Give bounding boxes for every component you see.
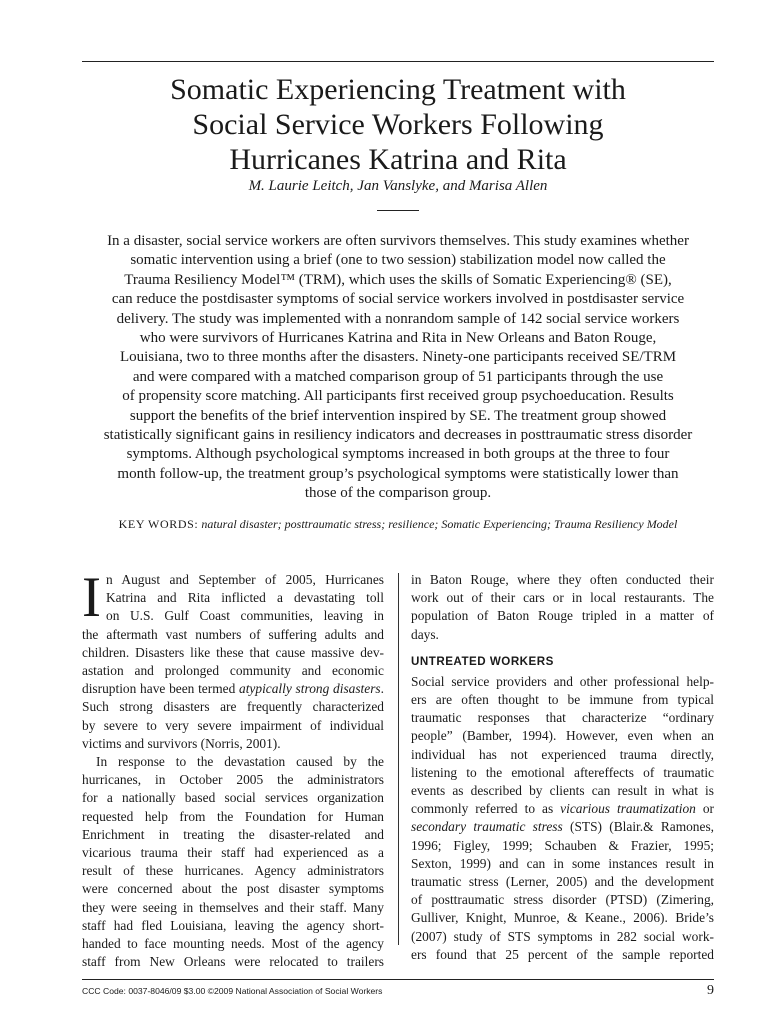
body-line: Gulliver, Knight, Munroe, & Keane., 2006). Bride’s	[411, 910, 714, 926]
body-line: the aftermath vast numbers of suffering adults and	[82, 626, 384, 642]
body-line: days.	[411, 626, 439, 642]
abstract-line: can reduce the postdisaster symptoms of social service workers involved in postdisaster service	[111, 291, 685, 308]
page-number: 9	[707, 983, 714, 998]
text-run: or	[695, 801, 714, 817]
abstract	[80, 232, 716, 504]
body-line: In response to the devastation caused by the	[96, 754, 384, 770]
abstract-line: In a disaster, social service workers are often survivors themselves. This study examines whether	[107, 233, 689, 249]
body-line: by severe to very severe impairment of individual	[82, 717, 384, 733]
keywords	[82, 516, 714, 532]
body-line: listening to the emotional aftereffects of traumatic	[411, 764, 714, 780]
abstract-line: Trauma Resiliency Model™ (TRM), which uses the skills of Somatic Experiencing® (SE),	[124, 271, 672, 288]
abstract-line: delivery. The study was implemented with a nonrandom sample of 142 social service workers	[116, 310, 680, 327]
left-column	[82, 566, 384, 971]
body-line: 1996; Figley, 1999; Schauben & Frazier, 1995;	[411, 837, 714, 853]
right-column	[411, 571, 714, 964]
italic-term: vicarious traumatization	[560, 801, 696, 817]
body-line	[411, 818, 714, 836]
body-line: children. Disasters like these that cause massive dev-	[82, 644, 384, 660]
abstract-line: month follow-up, the treatment group’s psychological symptoms were statistically lower than	[117, 465, 679, 482]
drop-cap: I	[82, 566, 101, 629]
body-line: victims and survivors (Norris, 2001).	[82, 735, 281, 751]
abstract-line: and were compared with a matched comparison group of 51 participants through the use	[132, 368, 664, 385]
section-heading: UNTREATED WORKERS	[411, 654, 554, 668]
abstract-line: statistically significant gains in resiliency indicators and decreases in posttraumatic stress disorder	[103, 427, 693, 444]
body-line: individual has not experienced trauma directly,	[411, 746, 714, 762]
abstract-line: who were survivors of Hurricanes Katrina and Rita in New Orleans and Baton Rouge,	[139, 330, 657, 347]
abstract-line: Louisiana, two to three months after the disasters. Ninety-one participants received SE/TRM	[119, 349, 677, 366]
author-list: M. Laurie Leitch, Jan Vanslyke, and Marisa Allen	[248, 178, 548, 194]
article-title	[82, 72, 714, 177]
abstract-line: symptoms. Although psychological symptoms increased in both groups at the three to four	[126, 446, 670, 463]
body-line: astation and prolonged community and economic	[82, 663, 384, 679]
body-line: vicarious trauma their staff had experienced as a	[82, 845, 384, 861]
text-run: disruption have been termed	[82, 681, 240, 697]
body-line: Social service providers and other professional help-	[411, 673, 714, 689]
column-divider	[398, 573, 399, 945]
title-line: Hurricanes Katrina and Rita	[229, 143, 567, 176]
text-run: .	[380, 681, 384, 697]
body-line	[82, 680, 384, 698]
body-line: traumatic stress (Lerner, 2005) and the development	[411, 874, 714, 890]
body-line: (2007) study of STS symptoms in 282 social work-	[411, 928, 714, 944]
body-line: Sexton, 1999) and can in some instances result in	[411, 855, 714, 871]
body-line: were concerned about the post disaster symptoms	[82, 881, 384, 897]
body-line: n August and September of 2005, Hurricanes	[106, 572, 384, 587]
body-line: result of these hurricanes. Agency administrators	[82, 863, 384, 879]
body-line: work out of their cars or in local restaurants. The	[411, 590, 714, 606]
italic-term: atypically strong disasters	[239, 681, 381, 697]
copyright-code: CCC Code: 0037-8046/09 $3.00 ©2009 National Association of Social Workers	[82, 986, 383, 996]
title-separator	[377, 210, 419, 211]
body-line	[411, 800, 714, 818]
title-line: Somatic Experiencing Treatment with	[170, 73, 626, 106]
abstract-line: support the benefits of the brief intervention inspired by SE. The treatment group showed	[129, 407, 667, 424]
body-line: hurricanes, in October 2005 the administrators	[82, 772, 384, 788]
body-line: handed to face mounting needs. Most of the agency	[82, 936, 384, 952]
body-line: of posttraumatic stress disorder (PTSD) (Zimering,	[411, 892, 714, 908]
body-line: Enrichment in treating the disaster-related and	[82, 826, 384, 842]
body-line: on U.S. Gulf Coast communities, leaving in	[106, 608, 384, 624]
body-line: ers are often thought to be immune from typical	[411, 692, 714, 708]
body-line: people” (Bamber, 1994). However, even when an	[411, 728, 714, 744]
title-line: Social Service Workers Following	[192, 108, 604, 141]
text-run: (STS) (Blair.& Ramones,	[562, 819, 714, 835]
body-line: for a nationally based social services organization	[82, 790, 384, 806]
abstract-line: of propensity score matching. All participants first received group psychoeducation. Results	[122, 388, 674, 405]
body-line: traumatic responses that characterize “ordinary	[411, 710, 714, 726]
abstract-line: those of the comparison group.	[304, 485, 492, 502]
body-line: staff from New Orleans were relocated to trailers	[82, 954, 384, 970]
italic-term: secondary traumatic stress	[411, 819, 563, 835]
body-line: events as described by clients can result in what is	[411, 783, 714, 799]
body-line: population of Baton Rouge tripled in a matter of	[411, 608, 714, 624]
top-rule	[82, 61, 714, 62]
body-line: Such strong disasters are frequently characterized	[82, 699, 384, 715]
body-line: in Baton Rouge, where they often conducted their	[411, 572, 714, 587]
body-line: Katrina and Rita inflicted a devastating toll	[106, 590, 384, 606]
body-line: ers found that 25 percent of the sample reported	[411, 946, 714, 962]
text-run: commonly referred to as	[411, 801, 561, 817]
keywords-label: KEY WORDS:	[118, 517, 199, 531]
body-line: they were seeing in themselves and their staff. Many	[82, 899, 384, 915]
keywords-text: natural disaster; posttraumatic stress; resilience; Somatic Experiencing; Trauma Resiliency Model	[201, 517, 678, 531]
footer-rule	[82, 979, 714, 980]
body-line: staff had fled Louisiana, leaving the agency short-	[82, 917, 384, 933]
abstract-line: somatic intervention using a brief (one to two session) stabilization model now called the	[130, 252, 666, 269]
body-line: requested help from the Foundation for Human	[82, 808, 384, 824]
